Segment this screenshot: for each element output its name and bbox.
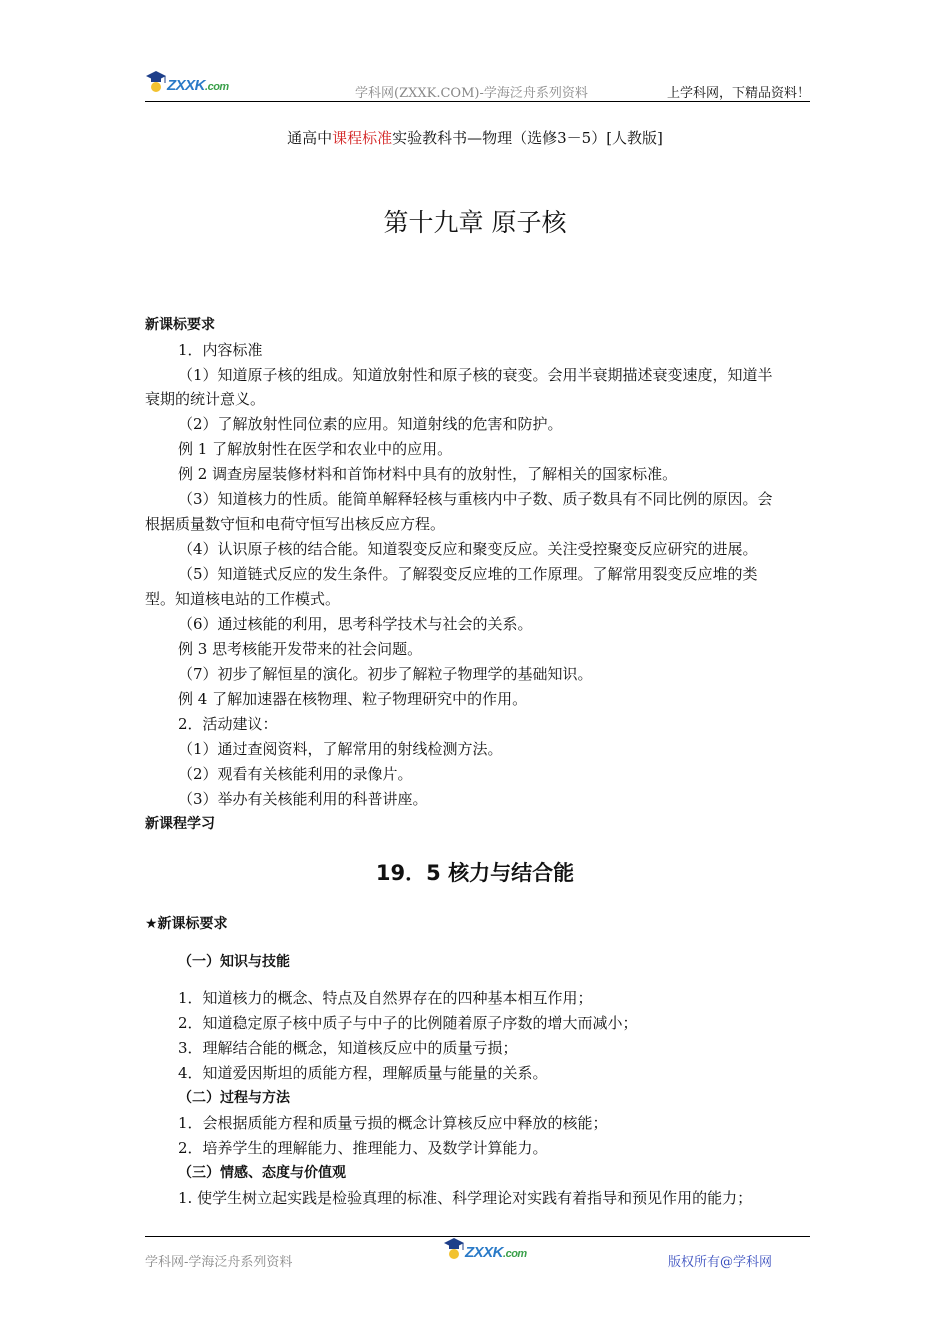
content-line: 1．内容标准	[178, 341, 263, 359]
heading-curriculum-requirements: 新课标要求	[145, 317, 215, 333]
content-line: 衰期的统计意义。	[145, 390, 266, 408]
graduation-cap-icon	[443, 1235, 465, 1261]
content-line: （2）了解放射性同位素的应用。知道射线的危害和防护。	[178, 415, 563, 433]
content-line: （5）知道链式反应的发生条件。了解裂变反应堆的工作原理。了解常用裂变反应堆的类	[178, 565, 758, 583]
header-right-text: 上学科网，下精品资料！	[666, 86, 810, 101]
content-line: 型。知道核电站的工作模式。	[145, 590, 341, 608]
content-line: 例 1 了解放射性在医学和农业中的应用。	[178, 440, 453, 458]
content-line: 例 4 了解加速器在核物理、粒子物理研究中的作用。	[178, 690, 528, 708]
content-line: （4）认识原子核的结合能。知道裂变反应和聚变反应。关注受控聚变反应研究的进展。	[178, 540, 758, 558]
footer-zxxk-logo: ZXXK.com	[443, 1235, 527, 1261]
footer-left-text: 学科网-学海泛舟系列资料	[145, 1255, 293, 1270]
zxxk-logo: ZXXK.com	[145, 68, 229, 94]
section-title: 19．5 核力与结合能	[375, 861, 575, 885]
heading-star-requirements: ★新课标要求	[145, 916, 228, 932]
page-header	[145, 66, 810, 102]
subheading-process-methods: （二）过程与方法	[178, 1090, 290, 1106]
heading-new-course-study: 新课程学习	[145, 816, 215, 832]
book-subtitle: 通高中课程标准实验教科书—物理（选修3－5）[人教版]	[287, 129, 663, 147]
content-line: 2．培养学生的理解能力、推理能力、及数学计算能力。	[178, 1139, 548, 1157]
content-line: 1．会根据质能方程和质量亏损的概念计算核反应中释放的核能；	[178, 1114, 608, 1132]
content-line: 例 2 调查房屋装修材料和首饰材料中具有的放射性，了解相关的国家标准。	[178, 465, 678, 483]
chapter-title: 第十九章 原子核	[383, 208, 567, 237]
content-line: （7）初步了解恒星的演化。初步了解粒子物理学的基础知识。	[178, 665, 593, 683]
header-center-text: 学科网(ZXXK.COM)-学海泛舟系列资料	[355, 86, 588, 101]
content-line: 2．活动建议：	[178, 715, 278, 733]
content-line: 4．知道爱因斯坦的质能方程，理解质量与能量的关系。	[178, 1064, 548, 1082]
content-line: （3）举办有关核能利用的科普讲座。	[178, 790, 428, 808]
content-line: （1）通过查阅资料，了解常用的射线检测方法。	[178, 740, 503, 758]
content-line: （6）通过核能的利用，思考科学技术与社会的关系。	[178, 615, 533, 633]
content-line: （3）知道核力的性质。能简单解释轻核与重核内中子数、质子数具有不同比例的原因。会	[178, 490, 773, 508]
content-line: 1. 使学生树立起实践是检验真理的标准、科学理论对实践有着指导和预见作用的能力；	[178, 1189, 753, 1207]
graduation-cap-icon	[145, 68, 167, 94]
content-line: 根据质量数守恒和电荷守恒写出核反应方程。	[145, 515, 446, 533]
content-line: 例 3 思考核能开发带来的社会问题。	[178, 640, 423, 658]
footer-right-text: 版权所有@学科网	[668, 1255, 773, 1270]
content-line: （1）知道原子核的组成。知道放射性和原子核的衰变。会用半衰期描述衰变速度，知道半	[178, 366, 773, 384]
content-line: 1．知道核力的概念、特点及自然界存在的四种基本相互作用；	[178, 989, 593, 1007]
content-line: 3．理解结合能的概念，知道核反应中的质量亏损；	[178, 1039, 518, 1057]
subheading-emotion-attitude: （三）情感、态度与价值观	[178, 1165, 346, 1181]
content-line: 2．知道稳定原子核中质子与中子的比例随着原子序数的增大而减小；	[178, 1014, 638, 1032]
content-line: （2）观看有关核能利用的录像片。	[178, 765, 413, 783]
header-divider	[145, 101, 810, 102]
subheading-knowledge-skills: （一）知识与技能	[178, 954, 290, 970]
